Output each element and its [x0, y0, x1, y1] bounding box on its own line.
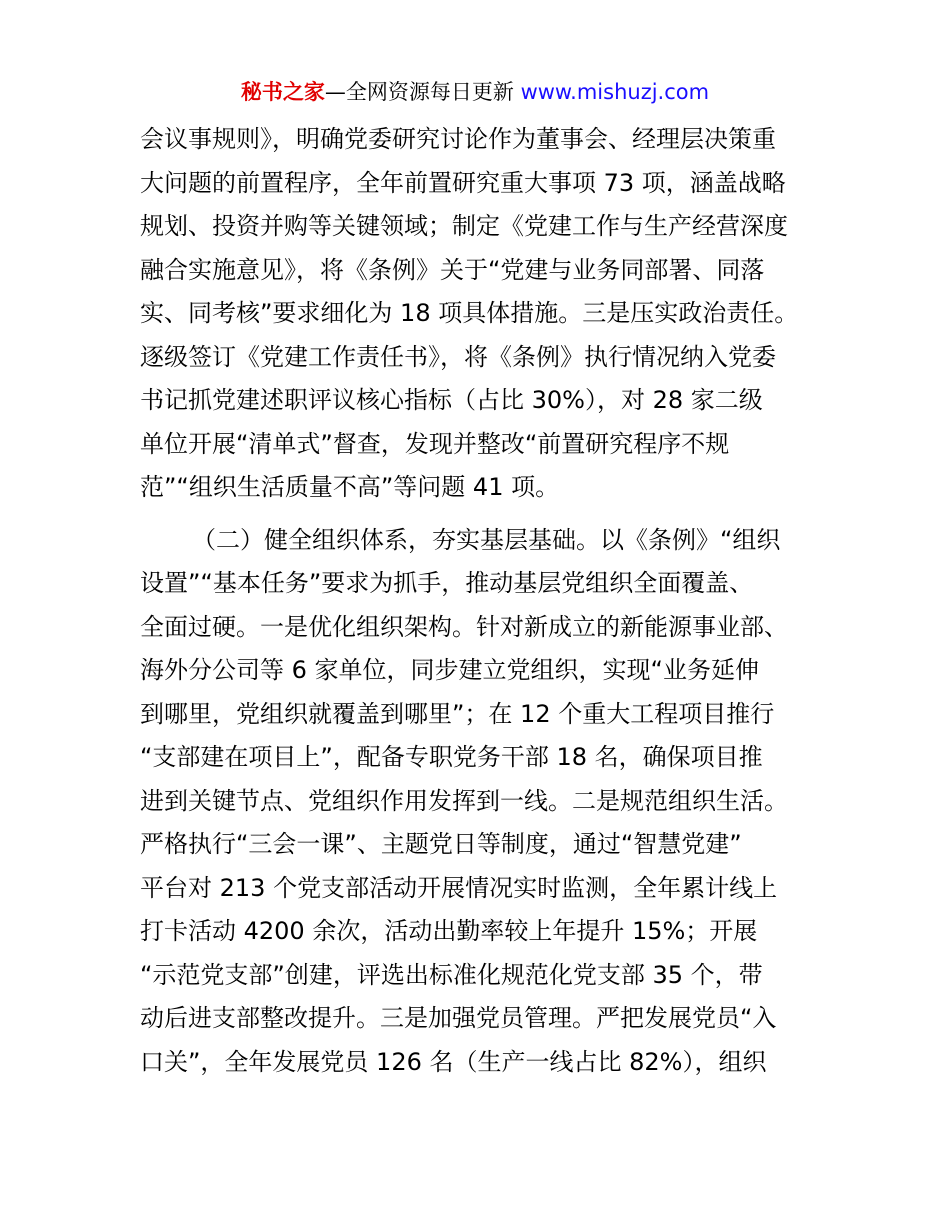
text-line: “支部建在项目上”，配备专职党务干部 18 名，确保项目推 — [140, 743, 763, 771]
text-line: 范”“组织生活质量不高”等问题 41 项。 — [140, 473, 560, 501]
text-line: 融合实施意见》，将《条例》关于“党建与业务同部署、同落 — [140, 255, 765, 284]
text-line: 动后进支部整改提升。三是加强党员管理。严把发展党员“入 — [140, 1004, 777, 1032]
site-url-link[interactable]: www.mishuzj.com — [520, 80, 710, 104]
text-line: “示范党支部”创建，评选出标准化规范化党支部 35 个，带 — [140, 960, 763, 989]
text-line: 逐级签订《党建工作责任书》，将《条例》执行情况纳入党委 — [140, 342, 776, 371]
text-line: 单位开展“清单式”督查，发现并整改“前置研究程序不规 — [140, 429, 730, 458]
text-line-indented: （二）健全组织体系，夯实基层基础。以《条例》“组织 — [192, 525, 781, 554]
paragraph-1 — [140, 118, 812, 510]
paragraph-2 — [140, 519, 812, 1085]
text-line: 书记抓党建述职评议核心指标（占比 30%），对 28 家二级 — [140, 386, 763, 414]
brand-name: 秘书之家 — [240, 80, 325, 104]
document-body — [140, 118, 812, 1084]
text-line: 海外分公司等 6 家单位，同步建立党组织，实现“业务延伸 — [140, 656, 759, 684]
text-line: 设置”“基本任务”要求为抓手，推动基层党组织全面覆盖、 — [140, 569, 754, 597]
text-line: 会议事规则》，明确党委研究讨论作为董事会、经理层决策重 — [140, 125, 776, 153]
text-line: 到哪里，党组织就覆盖到哪里”；在 12 个重大工程项目推行 — [140, 699, 775, 728]
text-line: 平台对 213 个党支部活动开展情况实时监测，全年累计线上 — [140, 873, 778, 902]
text-line: 打卡活动 4200 余次，活动出勤率较上年提升 15%；开展 — [140, 917, 758, 945]
text-line: 口关”，全年发展党员 126 名（生产一线占比 82%），组织 — [140, 1047, 767, 1076]
text-line: 进到关键节点、党组织作用发挥到一线。二是规范组织生活。 — [140, 786, 788, 815]
header-tagline: —全网资源每日更新 — [324, 80, 514, 104]
text-line: 规划、投资并购等关键领域；制定《党建工作与生产经营深度 — [140, 212, 788, 240]
text-line: 实、同考核”要求细化为 18 项具体措施。三是压实政治责任。 — [140, 299, 799, 327]
text-line: 大问题的前置程序，全年前置研究重大事项 73 项，涵盖战略 — [140, 168, 786, 197]
page-header — [0, 76, 950, 108]
text-line: 全面过硬。一是优化组织架构。针对新成立的新能源事业部、 — [140, 612, 788, 641]
text-line: 严格执行“三会一课”、主题党日等制度，通过“智慧党建” — [140, 830, 742, 858]
paragraph-spacer — [140, 510, 812, 519]
